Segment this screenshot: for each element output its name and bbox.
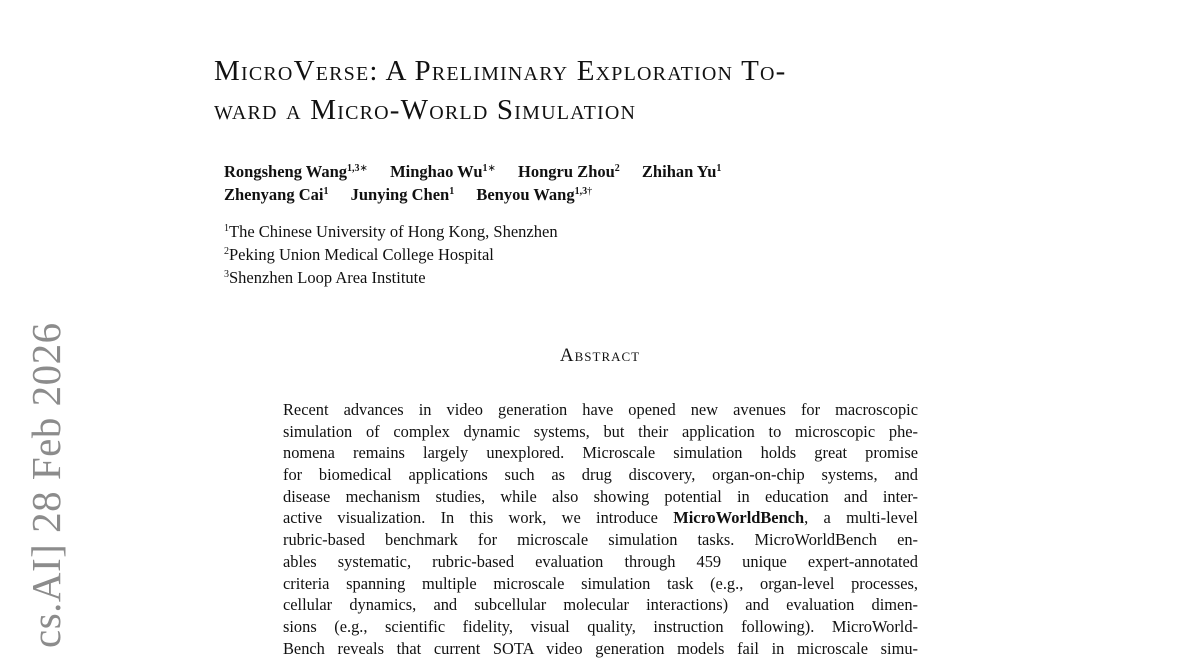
author-row-1 <box>224 160 739 183</box>
author: Junying Chen$^1$ <box>350 185 455 204</box>
abstract-heading: Abstract <box>559 345 641 366</box>
benchmark-name: MicroWorldBench <box>673 508 805 528</box>
affiliation: $^3$Shenzhen Loop Area Institute <box>224 268 426 287</box>
abstract-line: ables systematic, rubric-based evaluation through 459 unique expert-annotated <box>283 551 918 571</box>
abstract-line: sions (e.g., scientific fidelity, visual quality, instruction following). MicroWorld- <box>283 616 918 636</box>
abstract-line: cellular dynamics, and subcellular molecular interactions) and evaluation dimen- <box>283 595 918 615</box>
abstract-line: for biomedical applications such as drug discovery, organ-on-chip systems, and <box>283 465 918 485</box>
author: Zhihan Yu$^1$ <box>641 162 722 181</box>
author-row-2 <box>224 183 739 206</box>
author: Hongru Zhou$^2$ <box>518 162 620 181</box>
title-line-1: MicroVerse: A Preliminary Exploration To- <box>214 55 787 87</box>
author: Zhenyang Cai$^1$ <box>224 185 329 204</box>
paper-title <box>214 52 994 130</box>
affiliation: $^2$Peking Union Medical College Hospital <box>224 245 494 264</box>
abstract-line: rubric-based benchmark for microscale simulation tasks. MicroWorldBench en- <box>283 530 918 550</box>
affiliation: $^1$The Chinese University of Hong Kong, Shenzhen <box>224 222 558 241</box>
arxiv-identifier-stamp: cs.AI] 28 Feb 2026 <box>23 322 69 648</box>
abstract-line: simulation of complex dynamic systems, but their application to microscopic phe- <box>283 421 918 441</box>
abstract-line: nomena remains largely unexplored. Microscale simulation holds great promise <box>283 443 918 463</box>
author: Minghao $Wu^{1∗}$ <box>390 162 496 181</box>
author: Rongsheng Wang$^{1,3∗}$ <box>224 162 368 181</box>
abstract-body <box>283 399 918 659</box>
abstract-line: Bench reveals that current SOTA video generation models fail in microscale simu- <box>283 638 918 658</box>
abstract-line: disease mechanism studies, while also showing potential in education and inter- <box>283 486 918 506</box>
author: Benyou Wang$^{1,3\dagger}$ <box>476 185 593 204</box>
affiliation-list <box>224 220 558 289</box>
abstract-line: active visualization. In this work, we introduce MicroWorldBench, a multi-level <box>283 508 918 528</box>
author-list <box>224 160 739 206</box>
abstract-line: criteria spanning multiple microscale simulation task (e.g., organ-level processes, <box>283 573 918 593</box>
abstract-line: Recent advances in video generation have opened new avenues for macroscopic <box>283 400 918 419</box>
title-line-2: ward a Micro-World Simulation <box>214 94 637 126</box>
